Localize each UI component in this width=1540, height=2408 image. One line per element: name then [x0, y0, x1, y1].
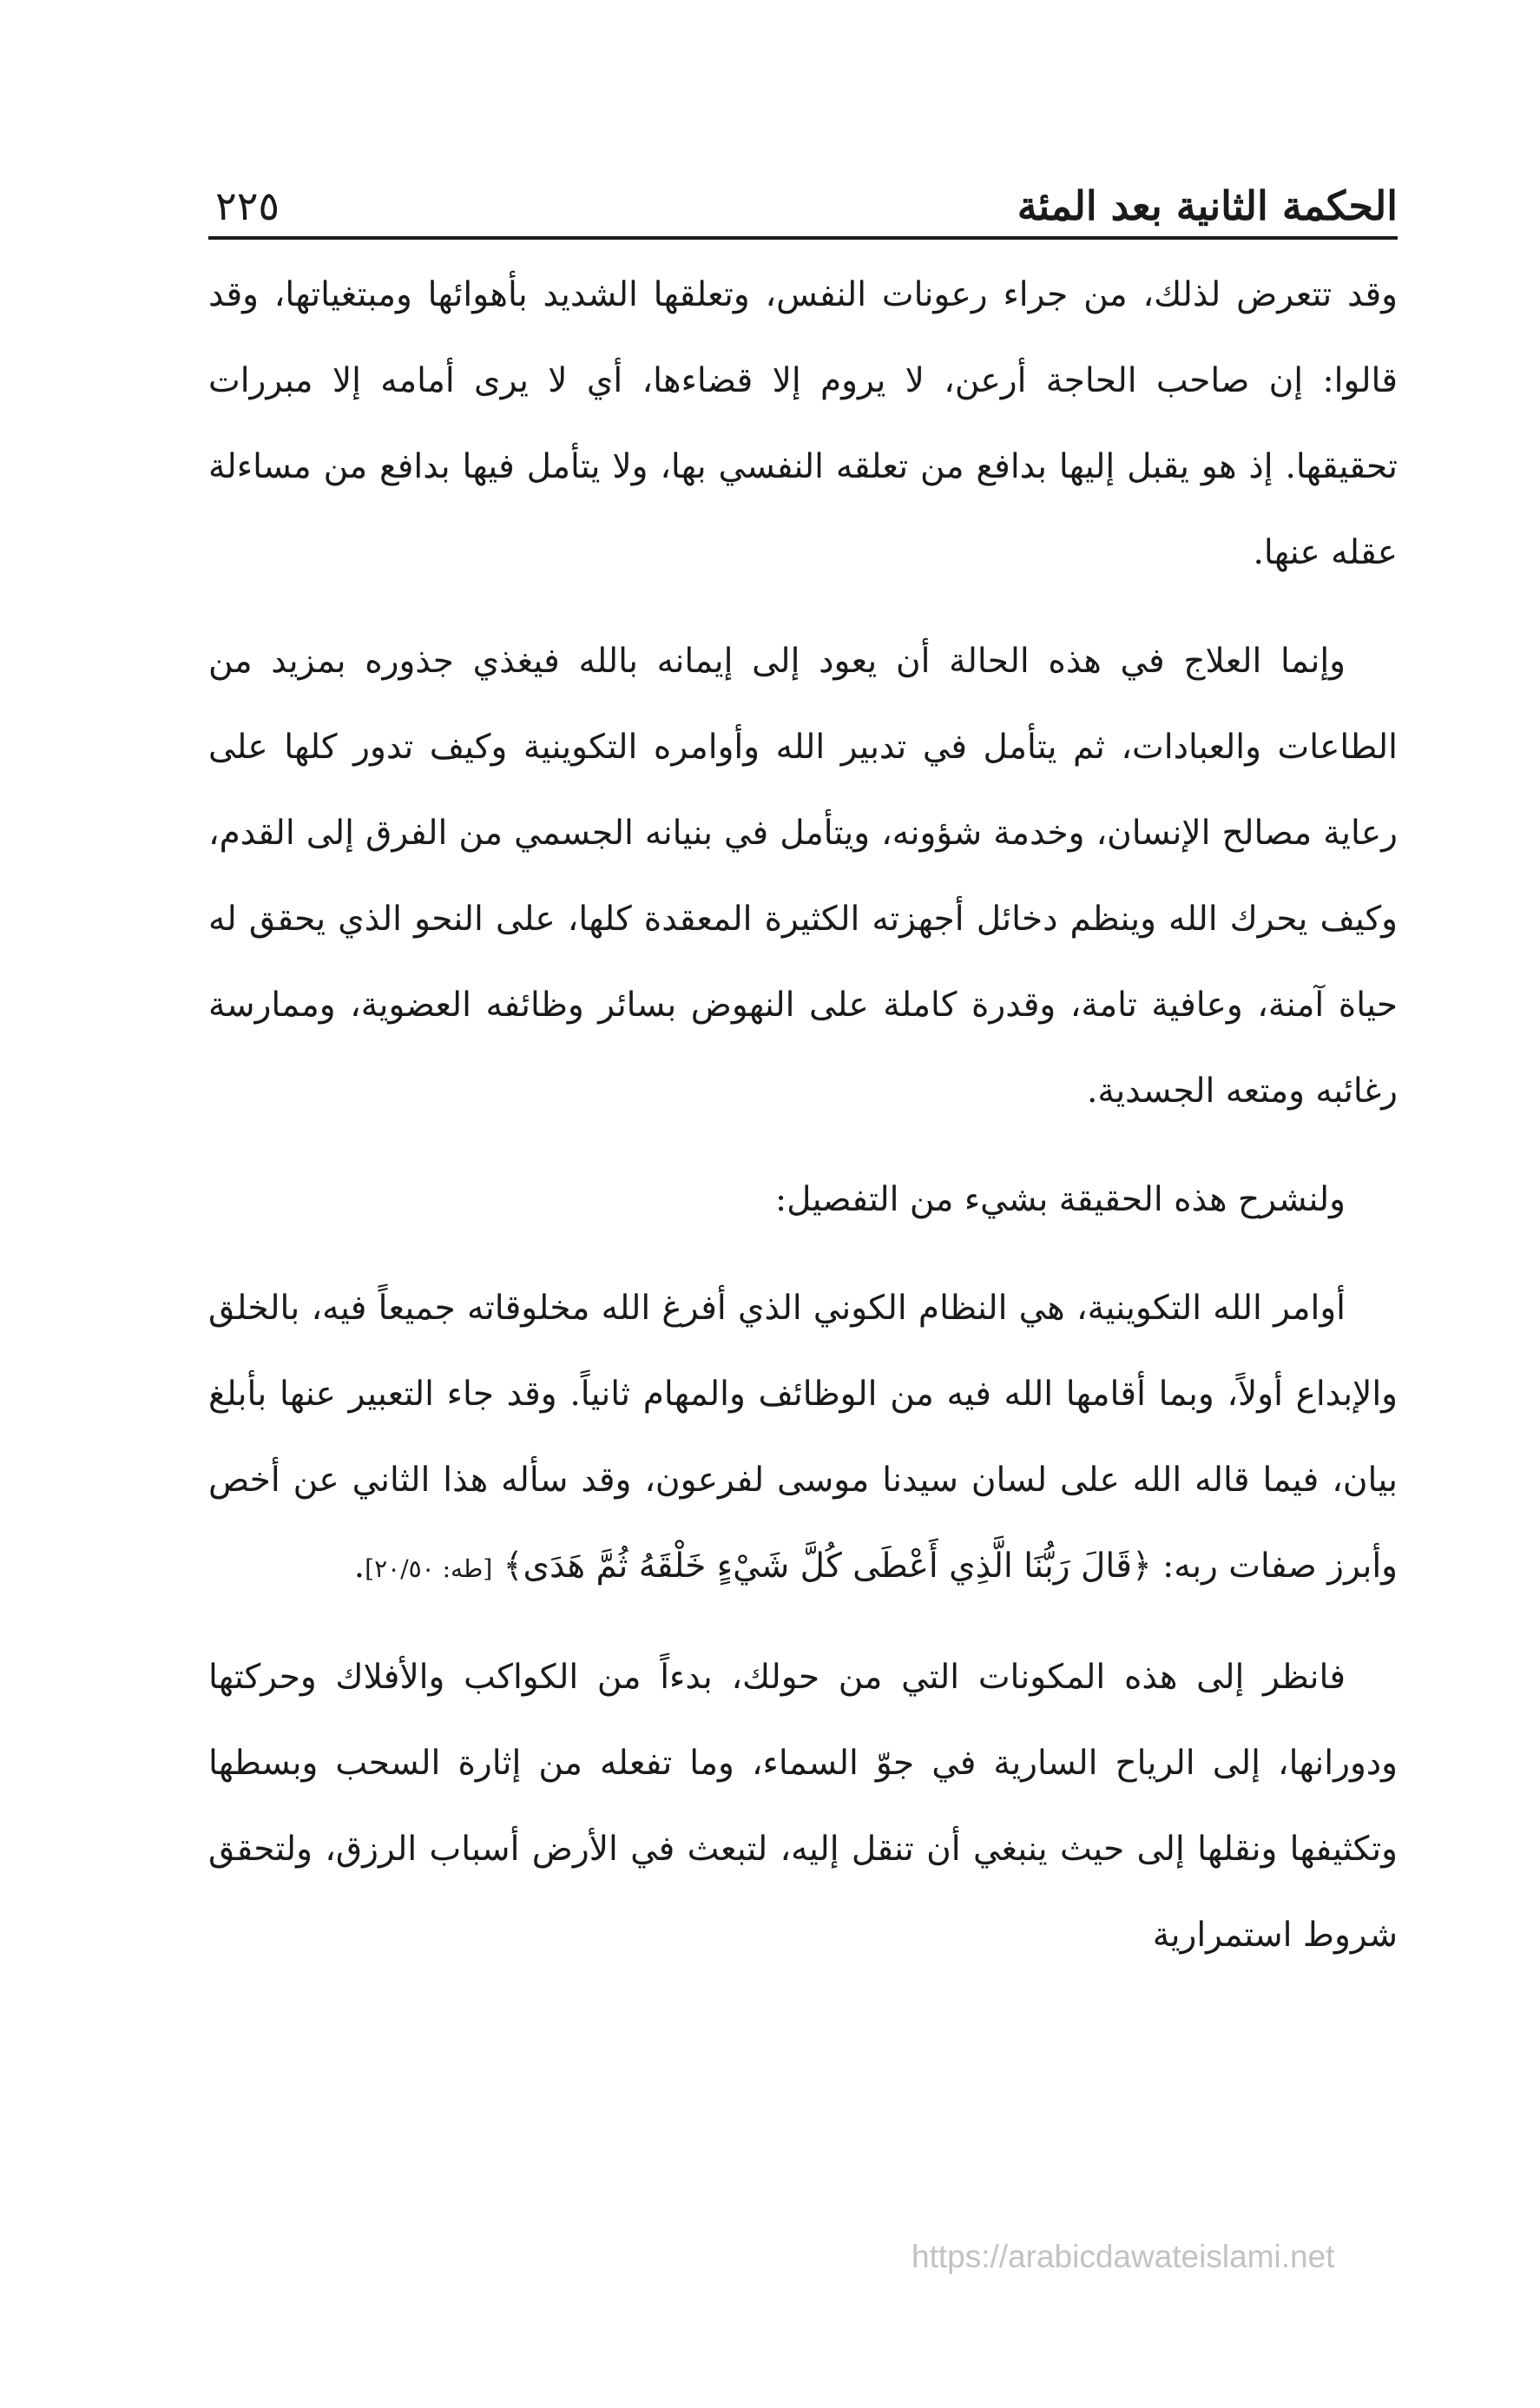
- paragraph-2: وإنما العلاج في هذه الحالة أن يعود إلى إيمانه بالله فيغذي جذوره بمزيد من الطاعات والعبادات، ثم يتأمل في تدبير الله وأوامره التكوينية وكيف تدور كلها على رعاية مصالح الإنسان، وخدمة شؤونه، ويتأمل في بنيانه الجسمي من الفرق إلى القدم، وكيف يحرك الله وينظم دخائل أجهزته الكثيرة المعقدة كلها، على النحو الذي يحقق له حياة آمنة، وعافية تامة، وقدرة كاملة على النهوض بسائر وظائفه العضوية، وممارسة رغائبه ومتعه الجسدية.: [208, 642, 1398, 1111]
- paragraph-4-end: .: [353, 1547, 365, 1586]
- paragraph-4-text: أوامر الله التكوينية، هي النظام الكوني الذي أفرغ الله مخلوقاته جميعاً فيه، بالخلق والإبداع أولاً، وبما أقامها الله فيه من الوظائف والمهام ثانياً. وقد جاء التعبير عنها بأبلغ بيان، فيما قاله الله على لسان سيدنا موسى لفرعون، وقد سأله هذا الثاني عن أخص وأبرز صفات ربه:: [208, 1289, 1398, 1586]
- paragraph-1: وقد تتعرض لذلك، من جراء رعونات النفس، وتعلقها الشديد بأهوائها ومبتغياتها، وقد قالوا: إن صاحب الحاجة أرعن، لا يروم إلا قضاءها، أي لا يرى أمامه إلا مبررات تحقيقها. إذ هو يقبل إليها بدافع من تعلقه النفسي بها، ولا يتأمل فيها بدافع من مساءلة عقله عنها.: [208, 275, 1398, 572]
- paragraph-4: [208, 1265, 1398, 1612]
- page-number: ٢٢٥: [215, 182, 280, 229]
- page-header: [208, 165, 1398, 234]
- watermark-url: https://arabicdawateislami.net: [911, 2239, 1335, 2274]
- verse-reference: [طه: ٢٠/٥٠]: [365, 1554, 493, 1583]
- paragraph-3: ولنشرح هذه الحقيقة بشيء من التفصيل:: [774, 1180, 1346, 1219]
- quran-verse: ﴿قَالَ رَبُّنَا الَّذِي أَعْطَى كُلَّ شَيْءٍ خَلْقَهُ ثُمَّ هَدَى﴾: [503, 1547, 1152, 1586]
- running-title: الحكمة الثانية بعد المئة: [1017, 182, 1398, 229]
- header-rule: [208, 236, 1398, 240]
- paragraph-5: فانظر إلى هذه المكونات التي من حولك، بدءاً من الكواكب والأفلاك وحركتها ودورانها، إلى الرياح السارية في جوّ السماء، وما تفعله من إثارة السحب وبسطها وتكثيفها ونقلها إلى حيث ينبغي أن تنقل إليه، لتبعث في الأرض أسباب الرزق، ولتحقق شروط استمرارية: [208, 1658, 1398, 1955]
- page-body: [208, 252, 1398, 1978]
